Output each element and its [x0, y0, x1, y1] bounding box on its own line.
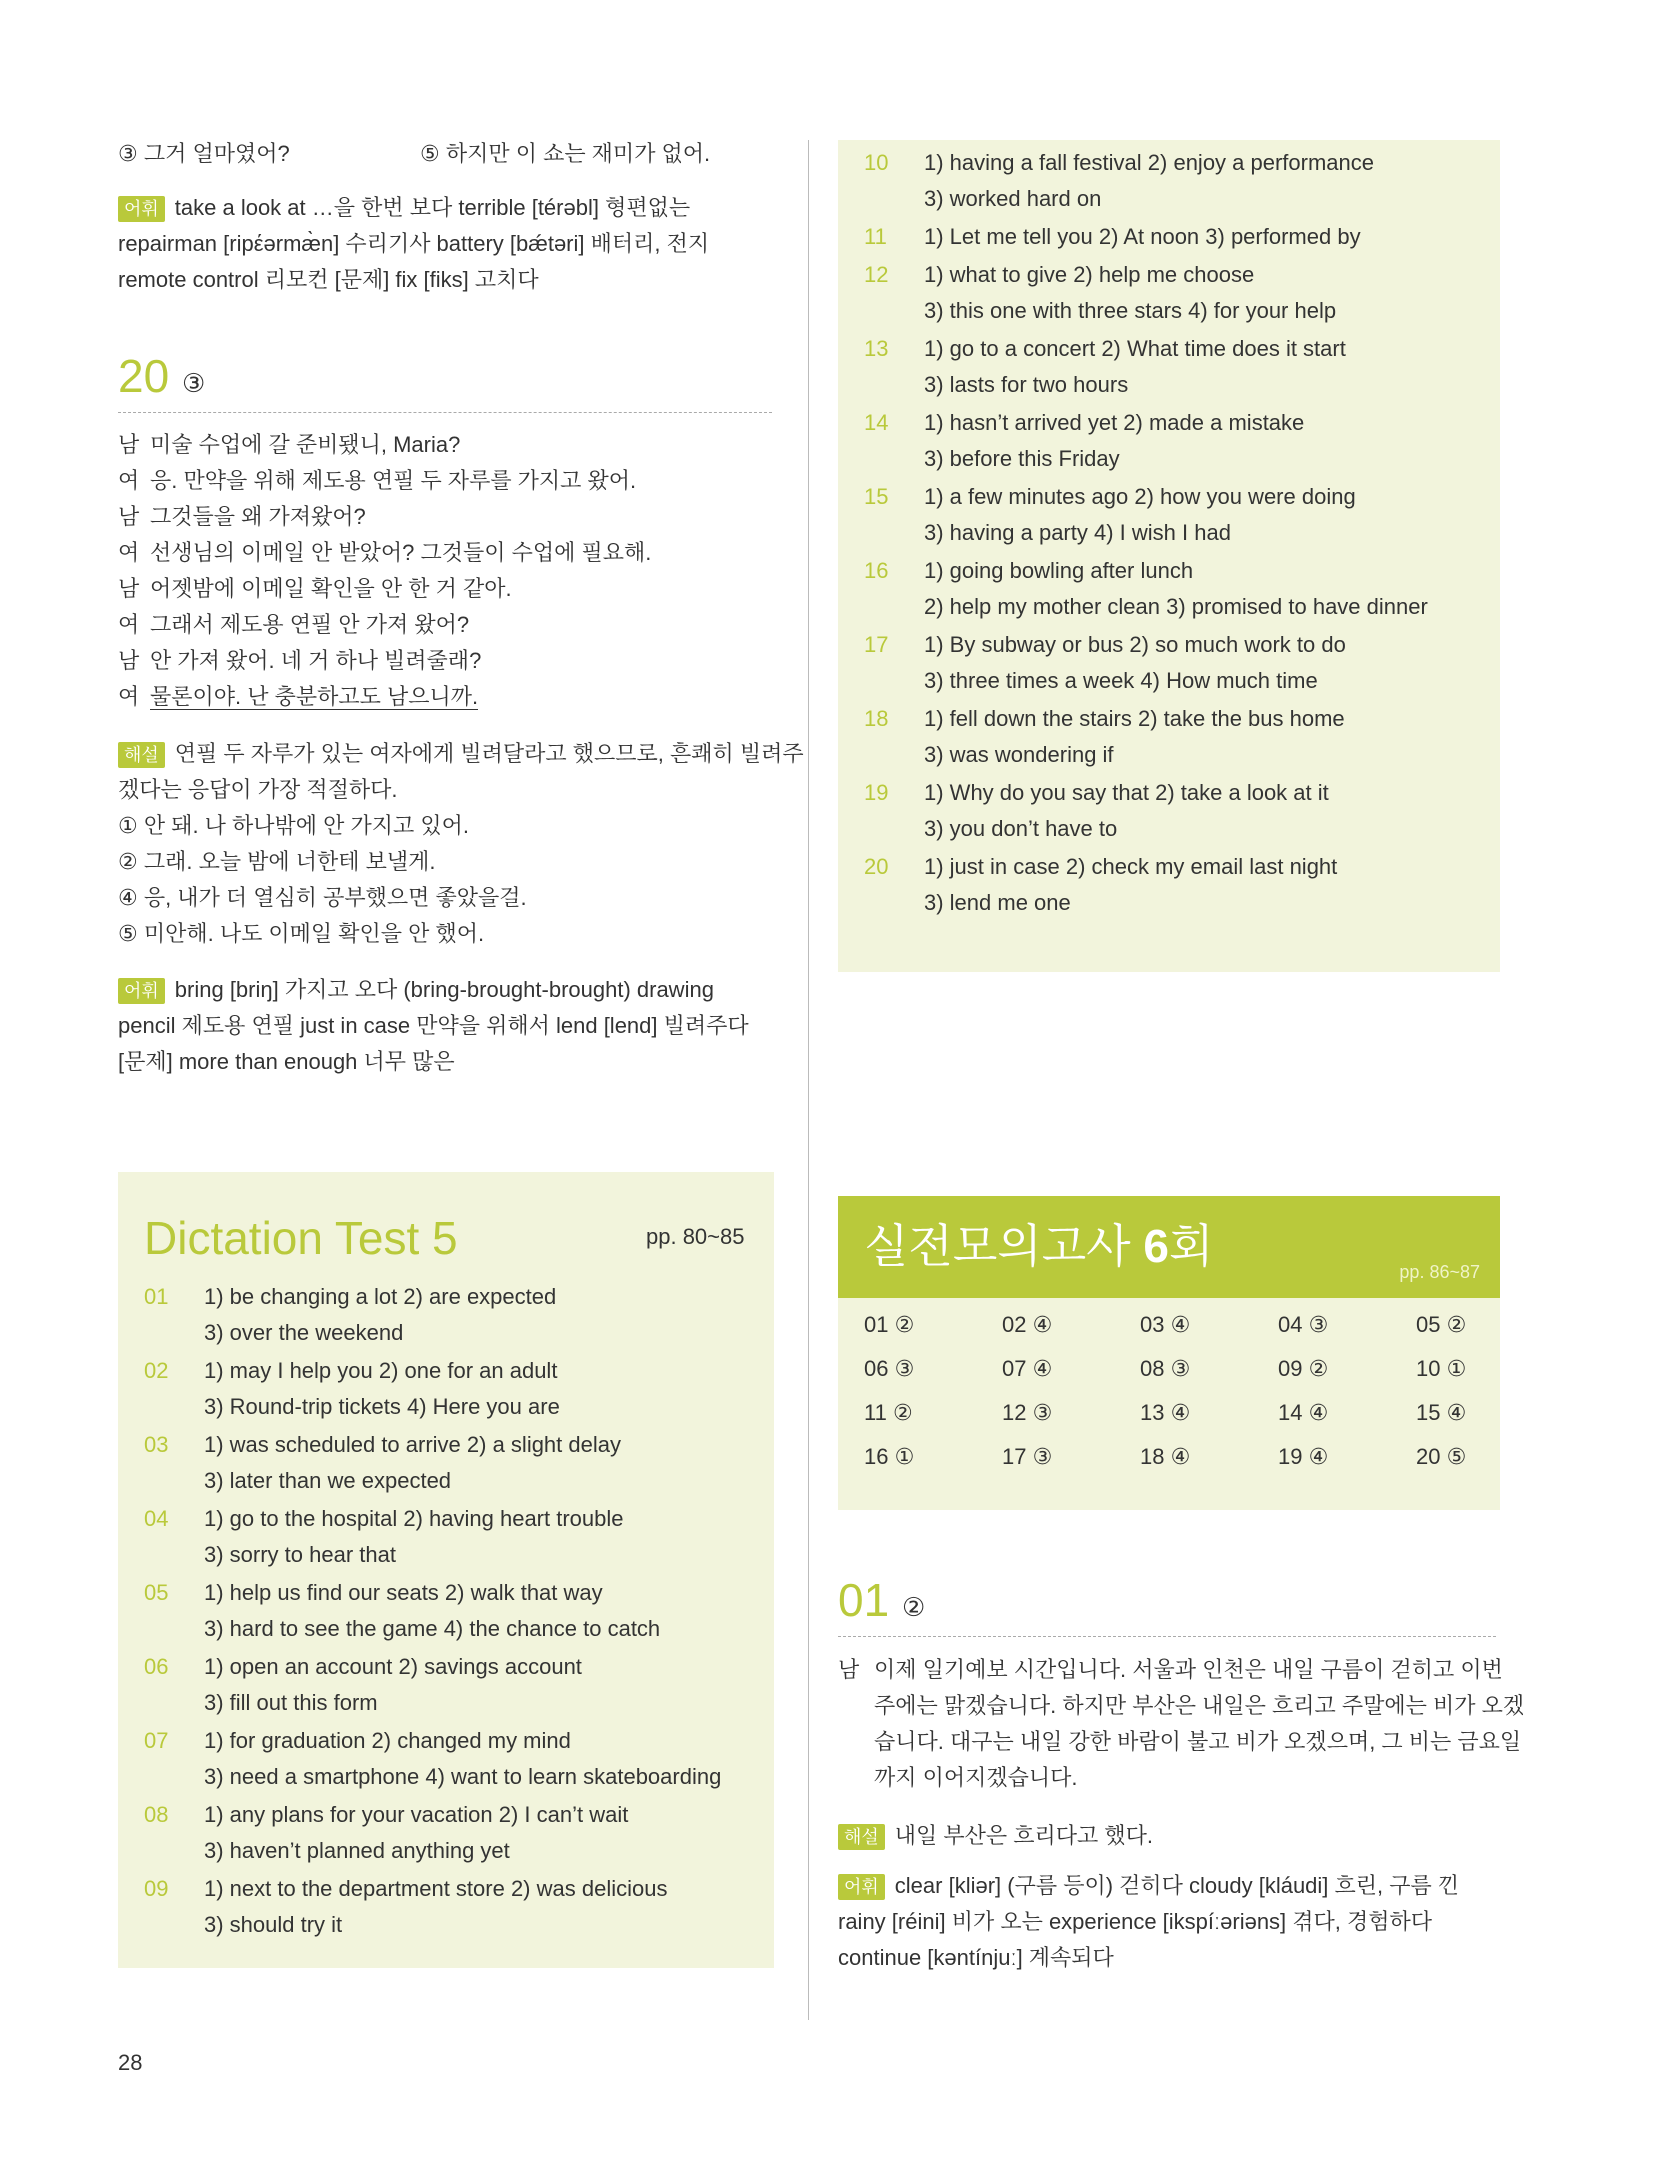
dictation-item-line [864, 594, 1484, 630]
item-answer: 3) should try it [204, 1912, 343, 1937]
item-answer: 3) worked hard on [924, 186, 1102, 211]
script-line: 주에는 맑겠습니다. 하지만 부산은 내일은 흐리고 주말에는 비가 오겠 [874, 1693, 1525, 1718]
dictation-item-line [144, 1654, 764, 1690]
answer-cell: 09 ② [1278, 1356, 1329, 1381]
item-answer: 1) go to the hospital 2) having heart trouble [204, 1506, 624, 1531]
answer-cell: 16 ① [864, 1444, 915, 1469]
answer-cell: 17 ③ [1002, 1444, 1053, 1469]
dialog-line: 여 물론이야. 난 충분하고도 남으니까. [118, 684, 479, 709]
explanation-line: ② 그래. 오늘 밤에 너한테 보낼게. [118, 849, 436, 874]
dictation-item-line [144, 1468, 764, 1504]
item-answer: 3) lend me one [924, 890, 1071, 915]
dialog-line: 여 선생님의 이메일 안 받았어? 그것들이 수업에 필요해. [118, 540, 652, 565]
item-answer: 1) having a fall festival 2) enjoy a performance [924, 150, 1375, 175]
dictation-item-line [864, 262, 1484, 298]
vocab-line: rainy [réini] 비가 오는 experience [ikspíːəriəns] 겪다, 경험하다 [838, 1909, 1433, 1934]
item-answer: 3) over the weekend [204, 1320, 404, 1345]
answer-cell: 02 ④ [1002, 1312, 1053, 1337]
item-answer: 1) Let me tell you 2) At noon 3) performed by [924, 224, 1361, 249]
dictation-item-line [864, 484, 1484, 520]
item-answer: 3) lasts for two hours [924, 372, 1129, 397]
answer-cell: 12 ③ [1002, 1400, 1053, 1425]
answer-row [864, 1312, 1554, 1356]
item-number: 19 [864, 780, 889, 805]
dictation-item-line [144, 1802, 764, 1838]
item-number: 05 [144, 1580, 169, 1605]
vocab-tag: 어휘 [838, 1874, 885, 1900]
item-answer: 1) what to give 2) help me choose [924, 262, 1255, 287]
dictation-item-line [144, 1912, 764, 1948]
vocab-tag: 어휘 [118, 196, 165, 222]
answer-row [864, 1356, 1554, 1400]
item-number: 17 [864, 632, 889, 657]
dictation-item-line [864, 446, 1484, 482]
answer-cell: 14 ④ [1278, 1400, 1329, 1425]
dialog-line: 남 어젯밤에 이메일 확인을 안 한 거 같아. [118, 576, 512, 601]
item-number: 06 [144, 1654, 169, 1679]
answer-cell: 04 ③ [1278, 1312, 1329, 1337]
mock-test-pages: pp. 86~87 [1399, 1262, 1480, 1282]
item-answer: 1) fell down the stairs 2) take the bus home [924, 706, 1345, 731]
explanation-tag: 해설 [118, 742, 165, 768]
item-answer: 1) any plans for your vacation 2) I can’t wait [204, 1802, 629, 1827]
item-answer: 1) By subway or bus 2) so much work to do [924, 632, 1346, 657]
item-answer: 1) a few minutes ago 2) how you were doing [924, 484, 1356, 509]
dictation-item-line [864, 668, 1484, 704]
item-answer: 1) may I help you 2) one for an adult [204, 1358, 558, 1383]
divider [838, 1636, 1496, 1637]
dictation-item-line [864, 816, 1484, 852]
explanation-line: ④ 응, 내가 더 열심히 공부했으면 좋았을걸. [118, 885, 527, 910]
divider [118, 412, 772, 413]
item-number: 04 [144, 1506, 169, 1531]
dictation-item-line [864, 410, 1484, 446]
item-answer: 3) having a party 4) I wish I had [924, 520, 1231, 545]
vocab-line: 어휘 clear [kliər] (구름 등이) 걷히다 cloudy [kláudi] 흐린, 구름 낀 [838, 1868, 1459, 1904]
answer-cell: 11 ② [864, 1400, 913, 1425]
dictation-continuation-box [838, 140, 1500, 972]
dictation-item-line [864, 298, 1484, 334]
item-answer: 3) fill out this form [204, 1690, 378, 1715]
vocab-line: pencil 제도용 연필 just in case 만약을 위해서 lend [lend] 빌려주다 [118, 1013, 749, 1038]
dictation-test-5-box [118, 1172, 774, 1968]
dictation-list [864, 150, 1484, 928]
dictation-item-line [864, 336, 1484, 372]
mock-test-header [838, 1196, 1500, 1298]
answer-cell: 08 ③ [1140, 1356, 1191, 1381]
script-line: 이제 일기예보 시간입니다. 서울과 인천은 내일 구름이 걷히고 이번 [874, 1657, 1503, 1682]
choice-3: ③ 그거 얼마였어? [118, 141, 290, 166]
answer-cell: 20 ⑤ [1416, 1444, 1467, 1469]
vocab-line: remote control 리모컨 [문제] fix [fiks] 고치다 [118, 267, 539, 292]
column-divider [808, 140, 809, 2020]
dictation-item-line [144, 1432, 764, 1468]
item-answer: 1) next to the department store 2) was delicious [204, 1876, 668, 1901]
item-number: 09 [144, 1876, 169, 1901]
item-number: 10 [864, 150, 889, 175]
item-answer: 1) was scheduled to arrive 2) a slight delay [204, 1432, 621, 1457]
item-answer: 1) go to a concert 2) What time does it start [924, 336, 1346, 361]
item-answer: 1) going bowling after lunch [924, 558, 1194, 583]
item-answer: 3) Round-trip tickets 4) Here you are [204, 1394, 560, 1419]
dialog-line: 남 그것들을 왜 가져왔어? [118, 504, 366, 529]
question-heading [118, 350, 205, 409]
item-answer: 1) help us find our seats 2) walk that way [204, 1580, 603, 1605]
item-number: 03 [144, 1432, 169, 1457]
item-answer: 3) sorry to hear that [204, 1542, 396, 1567]
item-answer: 3) three times a week 4) How much time [924, 668, 1318, 693]
dictation-item-line [864, 890, 1484, 926]
dictation-list [144, 1284, 764, 1950]
dictation-item-line [864, 558, 1484, 594]
dictation-item-line [144, 1320, 764, 1356]
item-answer: 3) before this Friday [924, 446, 1120, 471]
explanation-line: 해설 연필 두 자루가 있는 여자에게 빌려달라고 했으므로, 흔쾌히 빌려주 [118, 736, 804, 772]
question-answer: ③ [181, 368, 206, 398]
dictation-item-line [864, 520, 1484, 556]
vocab-line: repairman [ripέərmæ̀n] 수리기사 battery [bǽtəri] 배터리, 전지 [118, 231, 710, 256]
question-number: 01 [838, 1574, 890, 1626]
answer-cell: 06 ③ [864, 1356, 915, 1381]
item-answer: 1) just in case 2) check my email last night [924, 854, 1338, 879]
choice-5: ⑤ 하지만 이 쇼는 재미가 없어. [420, 141, 711, 166]
question-number: 20 [118, 350, 170, 402]
answer-cell: 01 ② [864, 1312, 915, 1337]
script-line: 습니다. 대구는 내일 강한 바람이 불고 비가 오겠으며, 그 비는 금요일 [874, 1729, 1522, 1754]
vocab-line: 어휘 bring [briŋ] 가지고 오다 (bring-brought-brought) drawing [118, 972, 714, 1008]
item-number: 13 [864, 336, 889, 361]
answer-cell: 10 ① [1416, 1356, 1467, 1381]
item-answer: 3) haven’t planned anything yet [204, 1838, 510, 1863]
dictation-item-line [144, 1764, 764, 1800]
dictation-item-line [864, 780, 1484, 816]
item-number: 20 [864, 854, 889, 879]
answer-cell: 15 ④ [1416, 1400, 1467, 1425]
dictation-item-line [864, 186, 1484, 222]
question-answer: ② [901, 1592, 926, 1622]
dictation-item-line [864, 372, 1484, 408]
answer-cell: 13 ④ [1140, 1400, 1191, 1425]
dictation-pages: pp. 80~85 [646, 1224, 745, 1249]
page-number: 28 [118, 2050, 143, 2075]
dictation-item-line [144, 1728, 764, 1764]
dictation-item-line [144, 1542, 764, 1578]
question-heading [838, 1574, 925, 1633]
item-answer: 1) hasn’t arrived yet 2) made a mistake [924, 410, 1305, 435]
vocab-line: [문제] more than enough 너무 많은 [118, 1049, 455, 1074]
dialog-line: 남 미술 수업에 갈 준비됐니, Maria? [118, 432, 461, 457]
item-answer: 3) was wondering if [924, 742, 1114, 767]
item-number: 16 [864, 558, 889, 583]
vocab-line: continue [kəntínjuː] 계속되다 [838, 1945, 1114, 1970]
answer-cell: 05 ② [1416, 1312, 1467, 1337]
item-answer: 3) hard to see the game 4) the chance to catch [204, 1616, 661, 1641]
mock-test-answers [838, 1298, 1500, 1510]
dictation-item-line [864, 854, 1484, 890]
dictation-item-line [864, 224, 1484, 260]
answer-grid [864, 1312, 1554, 1488]
dictation-title: Dictation Test 5 [144, 1212, 458, 1264]
item-number: 15 [864, 484, 889, 509]
dictation-item-line [144, 1876, 764, 1912]
answer-cell: 03 ④ [1140, 1312, 1191, 1337]
vocab-tag: 어휘 [118, 978, 165, 1004]
item-answer: 3) need a smartphone 4) want to learn skateboarding [204, 1764, 722, 1789]
item-answer: 3) you don’t have to [924, 816, 1118, 841]
item-number: 02 [144, 1358, 169, 1383]
dictation-item-line [864, 150, 1484, 186]
speaker-label: 남 [838, 1657, 860, 1682]
item-number: 14 [864, 410, 889, 435]
item-answer: 1) be changing a lot 2) are expected [204, 1284, 557, 1309]
answer-cell: 07 ④ [1002, 1356, 1053, 1381]
explanation-line: 해설 내일 부산은 흐리다고 했다. [838, 1818, 1153, 1854]
vocab-line: 어휘 take a look at …을 한번 보다 terrible [térəbl] 형편없는 [118, 190, 690, 226]
mock-test-title: 실전모의고사 6회 [864, 1220, 1214, 1272]
item-number: 12 [864, 262, 889, 287]
dictation-item-line [864, 706, 1484, 742]
dialog-line: 여 응. 만약을 위해 제도용 연필 두 자루를 가지고 왔어. [118, 468, 637, 493]
dictation-item-line [144, 1506, 764, 1542]
dictation-item-line [144, 1580, 764, 1616]
dictation-item-line [144, 1284, 764, 1320]
item-answer: 2) help my mother clean 3) promised to have dinner [924, 594, 1428, 619]
answer-row [864, 1444, 1554, 1488]
answer-row [864, 1400, 1554, 1444]
dictation-item-line [144, 1690, 764, 1726]
item-number: 11 [864, 224, 887, 249]
item-answer: 1) open an account 2) savings account [204, 1654, 582, 1679]
dictation-item-line [144, 1394, 764, 1430]
explanation-line: ⑤ 미안해. 나도 이메일 확인을 안 했어. [118, 921, 485, 946]
dialog [118, 428, 651, 716]
dictation-item-line [144, 1838, 764, 1874]
script-line: 까지 이어지겠습니다. [874, 1765, 1078, 1790]
item-answer: 3) later than we expected [204, 1468, 452, 1493]
dictation-item-line [144, 1358, 764, 1394]
explanation-tag: 해설 [838, 1824, 885, 1850]
item-answer: 3) this one with three stars 4) for your help [924, 298, 1337, 323]
item-number: 01 [144, 1284, 169, 1309]
explanation-line: 겠다는 응답이 가장 적절하다. [118, 777, 398, 802]
answer-cell: 18 ④ [1140, 1444, 1191, 1469]
item-number: 07 [144, 1728, 169, 1753]
dictation-item-line [144, 1616, 764, 1652]
item-answer: 1) Why do you say that 2) take a look at it [924, 780, 1329, 805]
item-number: 08 [144, 1802, 169, 1827]
item-number: 18 [864, 706, 889, 731]
dictation-item-line [864, 742, 1484, 778]
dialog-line: 여 그래서 제도용 연필 안 가져 왔어? [118, 612, 470, 637]
explanation-line: ① 안 돼. 나 하나밖에 안 가지고 있어. [118, 813, 470, 838]
dialog-line: 남 안 가져 왔어. 네 거 하나 빌려줄래? [118, 648, 482, 673]
item-answer: 1) for graduation 2) changed my mind [204, 1728, 571, 1753]
answer-cell: 19 ④ [1278, 1444, 1329, 1469]
dictation-item-line [864, 632, 1484, 668]
